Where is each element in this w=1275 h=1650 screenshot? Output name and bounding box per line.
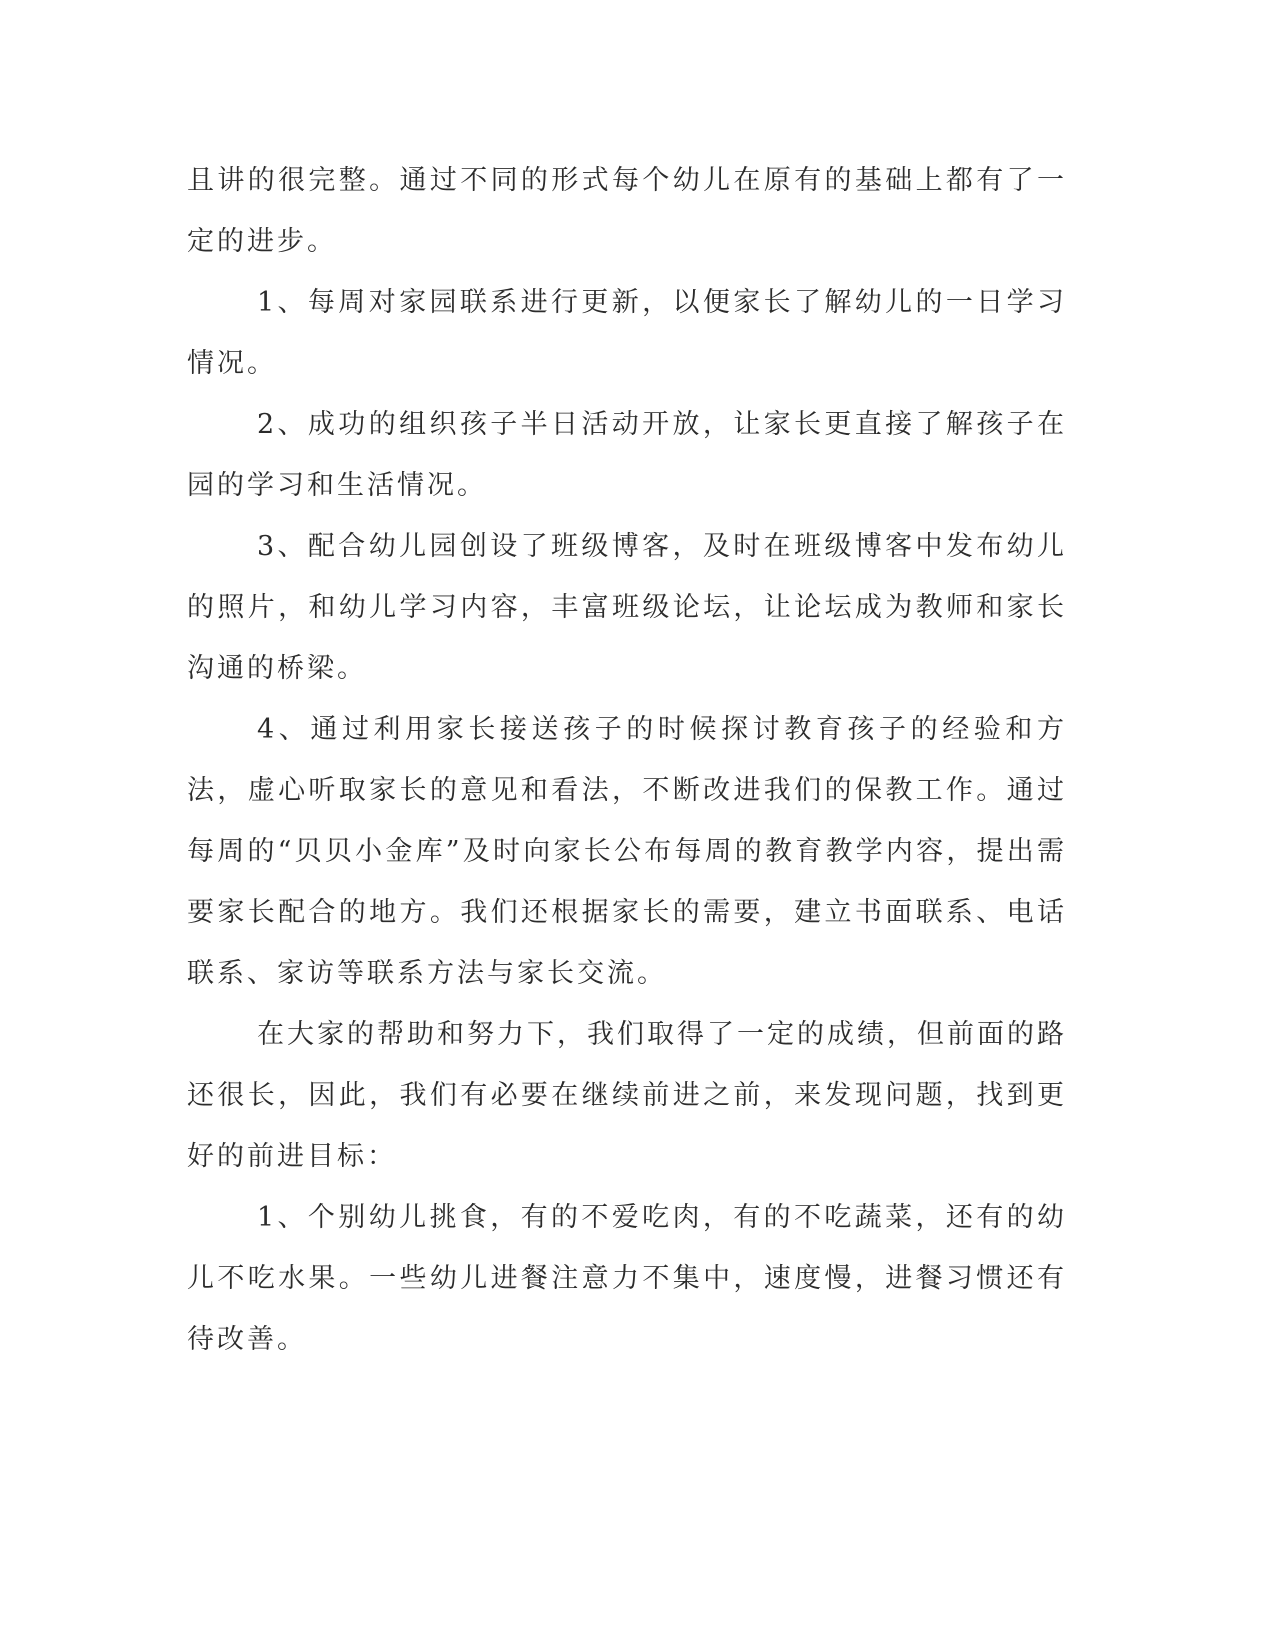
paragraph-item-2-open-day: 2、成功的组织孩子半日活动开放，让家长更直接了解孩子在园的学习和生活情况。	[187, 409, 1067, 501]
paragraph-item-1-family-contact: 1、每周对家园联系进行更新，以便家长了解幼儿的一日学习情况。	[187, 287, 1067, 379]
paragraph-item-3-class-blog: 3、配合幼儿园创设了班级博客，及时在班级博客中发布幼儿的照片，和幼儿学习内容，丰富班级论坛，让论坛成为教师和家长沟通的桥梁。	[187, 531, 1067, 684]
paragraph-continuation: 且讲的很完整。通过不同的形式每个幼儿在原有的基础上都有了一定的进步。	[187, 165, 1067, 257]
paragraph-problem-1-picky-eating: 1、个别幼儿挑食，有的不爱吃肉，有的不吃蔬菜，还有的幼儿不吃水果。一些幼儿进餐注意力不集中，速度慢，进餐习惯还有待改善。	[187, 1202, 1067, 1355]
document-body	[187, 150, 1067, 1370]
paragraph-summary: 在大家的帮助和努力下，我们取得了一定的成绩，但前面的路还很长，因此，我们有必要在继续前进之前，来发现问题，找到更好的前进目标：	[187, 1019, 1067, 1172]
paragraph-item-4-parent-communication: 4、通过利用家长接送孩子的时候探讨教育孩子的经验和方法，虚心听取家长的意见和看法，不断改进我们的保教工作。通过每周的“贝贝小金库”及时向家长公布每周的教育教学内容，提出需要家长配合的地方。我们还根据家长的需要，建立书面联系、电话联系、家访等联系方法与家长交流。	[187, 714, 1067, 989]
